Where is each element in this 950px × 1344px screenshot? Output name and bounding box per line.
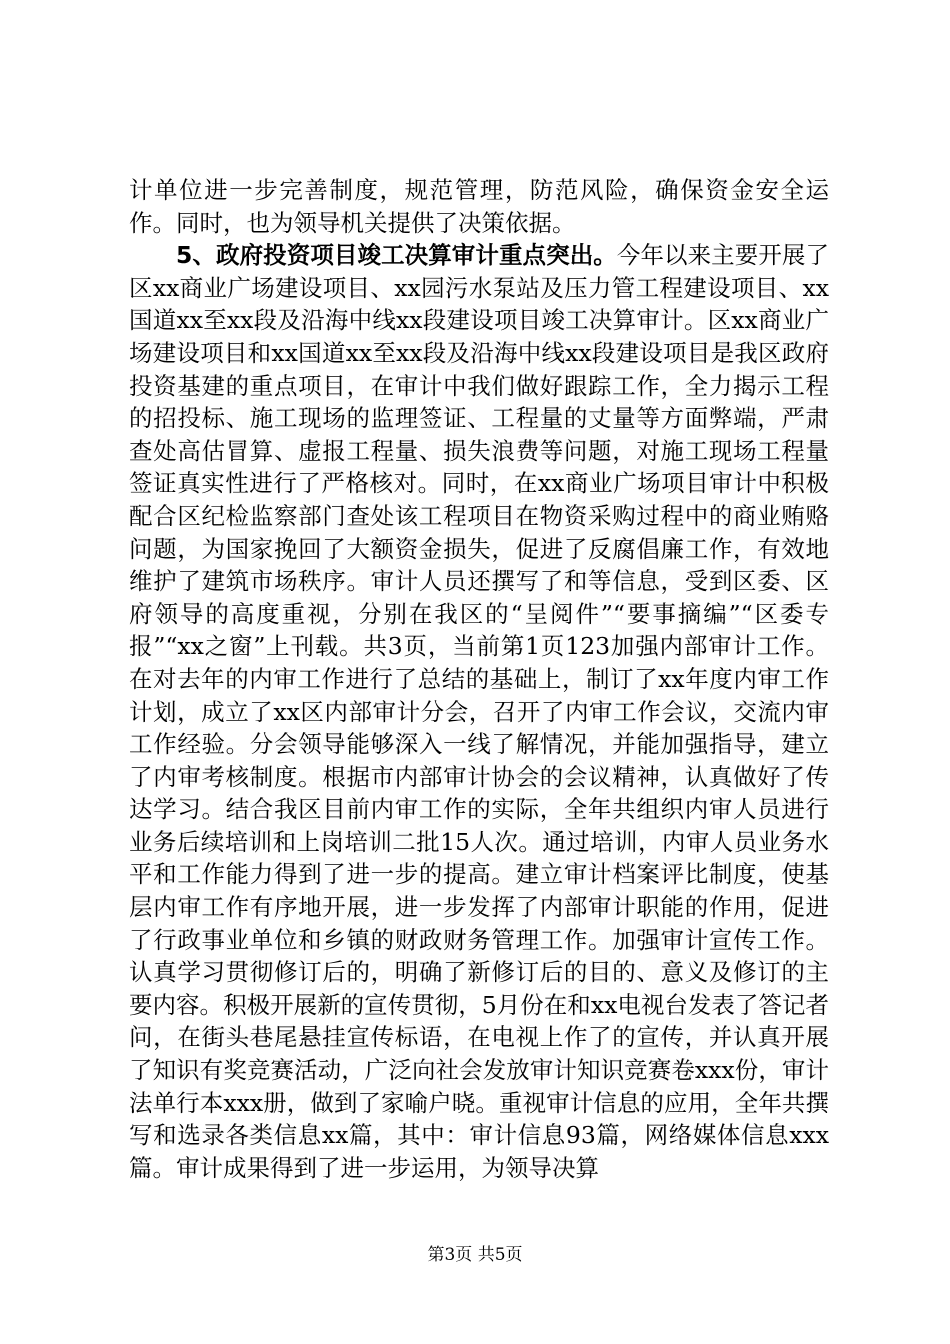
paragraph-continued: 计单位进一步完善制度，规范管理，防范风险，确保资金安全运作。同时，也为领导机关提供了决策依据。 xyxy=(129,176,829,237)
paragraph-heading: 5、政府投资项目竣工决算审计重点突出。 xyxy=(176,241,617,270)
page-footer: 第3页 共5页 xyxy=(427,1245,523,1265)
paragraph-project-audit xyxy=(129,239,829,1184)
document-body xyxy=(129,174,829,1184)
paragraph-body: 今年以来主要开展了区xx商业广场建设项目、xx园污水泵站及压力管工程建设项目、xx国道xx至xx段及沿海中线xx段建设项目竣工决算审计。区xx商业广场建设项目和xx国道xx至xx段及沿海中线xx段建设项目是我区政府投资基建的重点项目，在审计中我们做好跟踪工作，全力揭示工程的招投标、施工现场的监理签证、工程量的丈量等方面弊端，严肃查处高估冒算、虚报工程量、损失浪费等问题，对施工现场工程量签证真实性进行了严格核对。同时，在xx商业广场项目审计中积极配合区纪检监察部门查处该工程项目在物资采购过程中的商业贿赂问题，为国家挽回了大额资金损失，促进了反腐倡廉工作，有效地维护了建筑市场秩序。审计人员还撰写了和等信息，受到区委、区府领导的高度重视，分别在我区的“呈阅件”“要事摘编”“区委专报”“xx之窗”上刊载。共3页，当前第1页123加强内部审计工作。在对去年的内审工作进行了总结的基础上，制订了xx年度内审工作计划，成立了xx区内部审计分会，召开了内审工作会议，交流内审工作经验。分会领导能够深入一线了解情况，并能加强指导，建立了内审考核制度。根据市内部审计协会的会议精神，认真做好了传达学习。结合我区目前内审工作的实际，全年共组织内审人员进行业务后续培训和上岗培训二批15人次。通过培训，内审人员业务水平和工作能力得到了进一步的提高。建立审计档案评比制度，使基层内审工作有序地开展，进一步发挥了内部审计职能的作用，促进了行政事业单位和乡镇的财政财务管理工作。加强审计宣传工作。认真学习贯彻修订后的，明确了新修订后的目的、意义及修订的主要内容。积极开展新的宣传贯彻，5月份在和xx电视台发表了答记者问，在街头巷尾悬挂宣传标语，在电视上作了的宣传，并认真开展了知识有奖竞赛活动，广泛向社会发放审计知识竞赛卷xxx份，审计法单行本xxx册，做到了家喻户晓。重视审计信息的应用，全年共撰写和选录各类信息xx篇，其中：审计信息93篇，网络媒体信息xxx篇。审计成果得到了进一步运用，为领导决算 xyxy=(129,241,829,1182)
